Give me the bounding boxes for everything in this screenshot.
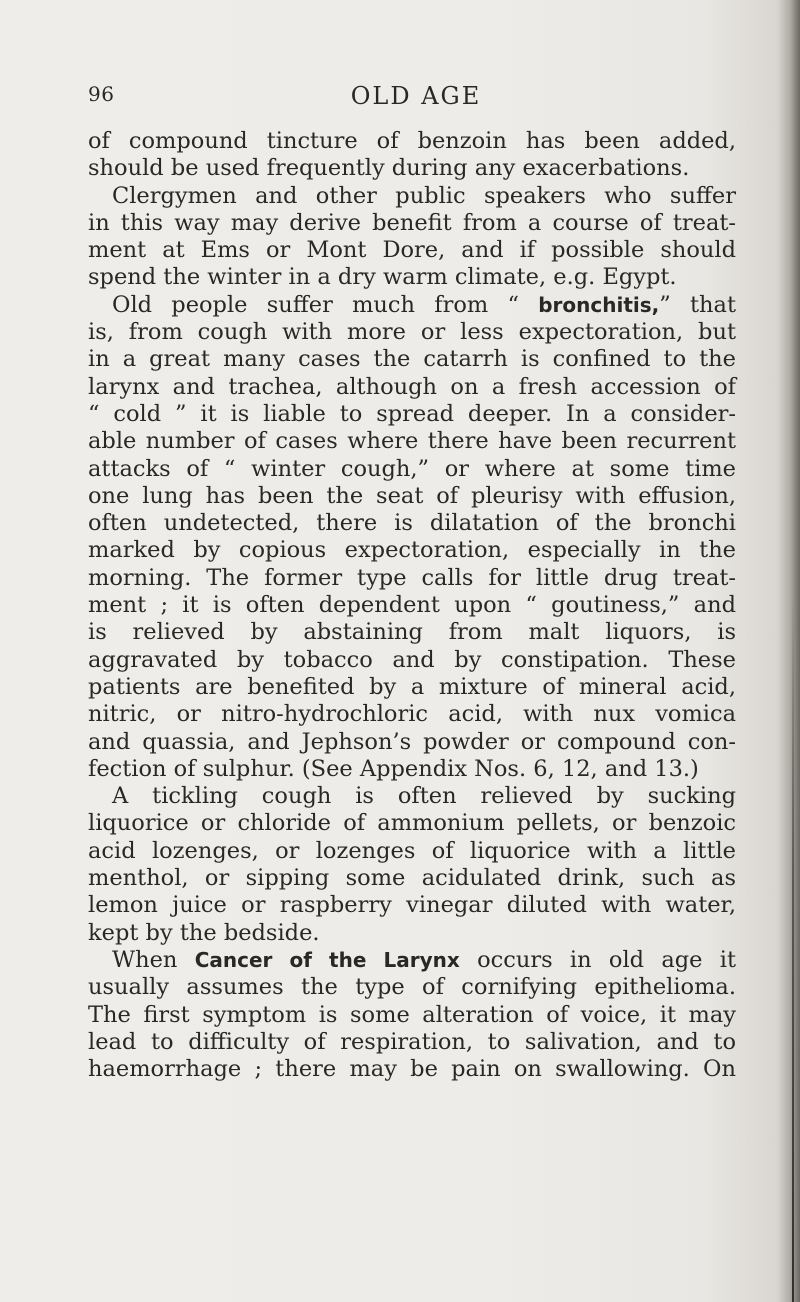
text-line: of compound tincture of benzoin has been added, [88, 128, 736, 154]
text-line: A tickling cough is often relieved by sucking [112, 783, 736, 810]
text-line: nitric, or nitro-hydrochloric acid, with nux vomica [88, 701, 736, 728]
text-line: “ cold ” it is liable to spread deeper. In a consider- [88, 400, 736, 427]
text-line: one lung has been the seat of pleurisy with effusion, [88, 482, 736, 509]
text-line: lemon juice or raspberry vinegar diluted with water, [88, 892, 736, 919]
bold-term: bronchitis, [538, 292, 660, 317]
text-line: attacks of “ winter cough,” or where at some time [88, 455, 736, 482]
text-line: is relieved by abstaining from malt liquors, is [88, 619, 736, 646]
text-line: marked by copious expectoration, especially in the [88, 537, 736, 564]
text-line: often undetected, there is dilatation of the bronchi [88, 510, 736, 537]
text-line: ment at Ems or Mont Dore, and if possible should [88, 237, 736, 264]
text-line: aggravated by tobacco and by constipation. These [88, 646, 736, 673]
text-line: should be used frequently during any exacerbations. [88, 155, 690, 182]
spine-shadow [778, 0, 800, 1302]
text-line: lead to difficulty of respiration, to salivation, and to [88, 1028, 736, 1055]
text-line: When Cancer of the Larynx occurs in old age it [112, 946, 737, 973]
text-line: in a great many cases the catarrh is confined to the [88, 346, 736, 373]
text-line: acid lozenges, or lozenges of liquorice with a little [88, 837, 736, 864]
text-line: The first symptom is some alteration of voice, it may [88, 1001, 736, 1028]
text-line: in this way may derive benefit from a course of treat- [88, 209, 736, 236]
text-line: menthol, or sipping some acidulated drink, such as [88, 865, 736, 892]
spine-edge [792, 600, 794, 1302]
text-line: kept by the bedside. [88, 919, 320, 946]
body-text [88, 128, 736, 1083]
text-line: usually assumes the type of cornifying epithelioma. [88, 974, 736, 1001]
bold-term: Cancer of the Larynx [194, 947, 460, 972]
text-line: fection of sulphur. (See Appendix Nos. 6, 12, and 13.) [88, 755, 699, 782]
text-line: larynx and trachea, although on a fresh accession of [88, 373, 736, 400]
text-line: patients are benefited by a mixture of mineral acid, [88, 673, 736, 700]
text-line: spend the winter in a dry warm climate, e.g. Egypt. [88, 264, 677, 291]
text-line: liquorice or chloride of ammonium pellets, or benzoic [88, 810, 736, 837]
page-number: 96 [88, 82, 115, 106]
page-header [88, 82, 736, 122]
text-line: haemorrhage ; there may be pain on swallowing. On [88, 1056, 736, 1083]
text-line: is, from cough with more or less expectoration, but [88, 319, 736, 346]
text-line: able number of cases where there have been recurrent [88, 428, 736, 455]
text-line: ment ; it is often dependent upon “ goutiness,” and [88, 592, 736, 619]
text-line: Old people suffer much from “ bronchitis,” that [112, 291, 736, 318]
text-line: and quassia, and Jephson’s powder or compound con- [88, 728, 736, 755]
text-line: morning. The former type calls for little drug treat- [88, 564, 736, 591]
running-head: OLD AGE [350, 82, 482, 110]
text-line: Clergymen and other public speakers who suffer [112, 182, 736, 209]
